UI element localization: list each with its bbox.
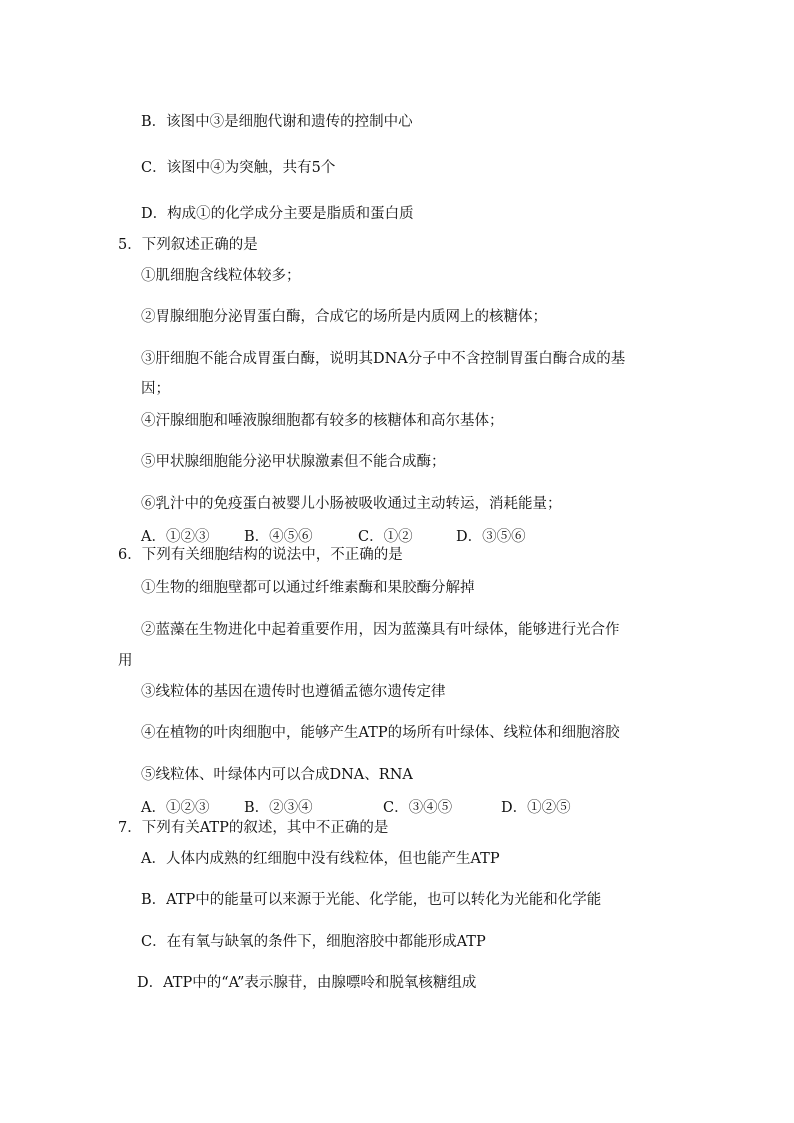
q6-option-b: B．②③④: [244, 800, 313, 816]
q4-option-c: C．该图中④为突触，共有5个: [141, 160, 336, 176]
q4-option-d: D．构成①的化学成分主要是脂质和蛋白质: [141, 206, 414, 222]
q6-statement-1: ①生物的细胞壁都可以通过纤维素酶和果胶酶分解掉: [141, 580, 475, 596]
q5-statement-6: ⑥乳汁中的免疫蛋白被婴儿小肠被吸收通过主动转运，消耗能量；: [141, 496, 562, 512]
q5-option-b: B．④⑤⑥: [244, 529, 313, 545]
q6-statement-3: ③线粒体的基因在遗传时也遵循孟德尔遗传定律: [141, 684, 446, 700]
q5-statement-3: ③肝细胞不能合成胃蛋白酶，说明其DNA分子中不含控制胃蛋白酶合成的基: [141, 351, 626, 367]
q6-statement-4: ④在植物的叶肉细胞中，能够产生ATP的场所有叶绿体、线粒体和细胞溶胶: [141, 725, 620, 741]
q6-statement-5: ⑤线粒体、叶绿体内可以合成DNA、RNA: [141, 767, 413, 783]
q6-option-c: C．③④⑤: [383, 800, 453, 816]
q6-statement-2-cont: 用: [118, 653, 133, 669]
q5-stem: 5．下列叙述正确的是: [118, 237, 258, 253]
q5-statement-5: ⑤甲状腺细胞能分泌甲状腺激素但不能合成酶；: [141, 454, 446, 470]
q6-stem: 6．下列有关细胞结构的说法中，不正确的是: [118, 547, 403, 563]
q6-options: [141, 798, 571, 818]
q5-option-a: A．①②③: [141, 529, 210, 545]
q5-statement-2: ②胃腺细胞分泌胃蛋白酶，合成它的场所是内质网上的核糖体；: [141, 309, 547, 325]
q5-option-c: C．①②: [358, 529, 413, 545]
q7-option-a: A．人体内成熟的红细胞中没有线粒体，但也能产生ATP: [141, 851, 500, 867]
q5-statement-4: ④汗腺细胞和唾液腺细胞都有较多的核糖体和高尔基体；: [141, 413, 504, 429]
q5-options: [141, 527, 526, 547]
q6-option-d: D．①②⑤: [501, 800, 571, 816]
q5-option-d: D．③⑤⑥: [456, 529, 526, 545]
q5-statement-1: ①肌细胞含线粒体较多；: [141, 268, 301, 284]
q4-option-b: B．该图中③是细胞代谢和遗传的控制中心: [141, 114, 413, 130]
q7-option-d: D．ATP中的“A”表示腺苷，由腺嘌呤和脱氧核糖组成: [137, 975, 477, 991]
q7-stem: 7．下列有关ATP的叙述，其中不正确的是: [118, 820, 389, 836]
q6-statement-2: ②蓝藻在生物进化中起着重要作用，因为蓝藻具有叶绿体，能够进行光合作: [141, 622, 620, 638]
q5-statement-3-cont: 因；: [141, 381, 170, 397]
q6-option-a: A．①②③: [141, 800, 210, 816]
q7-option-c: C．在有氧与缺氧的条件下，细胞溶胶中都能形成ATP: [141, 934, 486, 950]
q7-option-b: B．ATP中的能量可以来源于光能、化学能，也可以转化为光能和化学能: [141, 892, 602, 908]
